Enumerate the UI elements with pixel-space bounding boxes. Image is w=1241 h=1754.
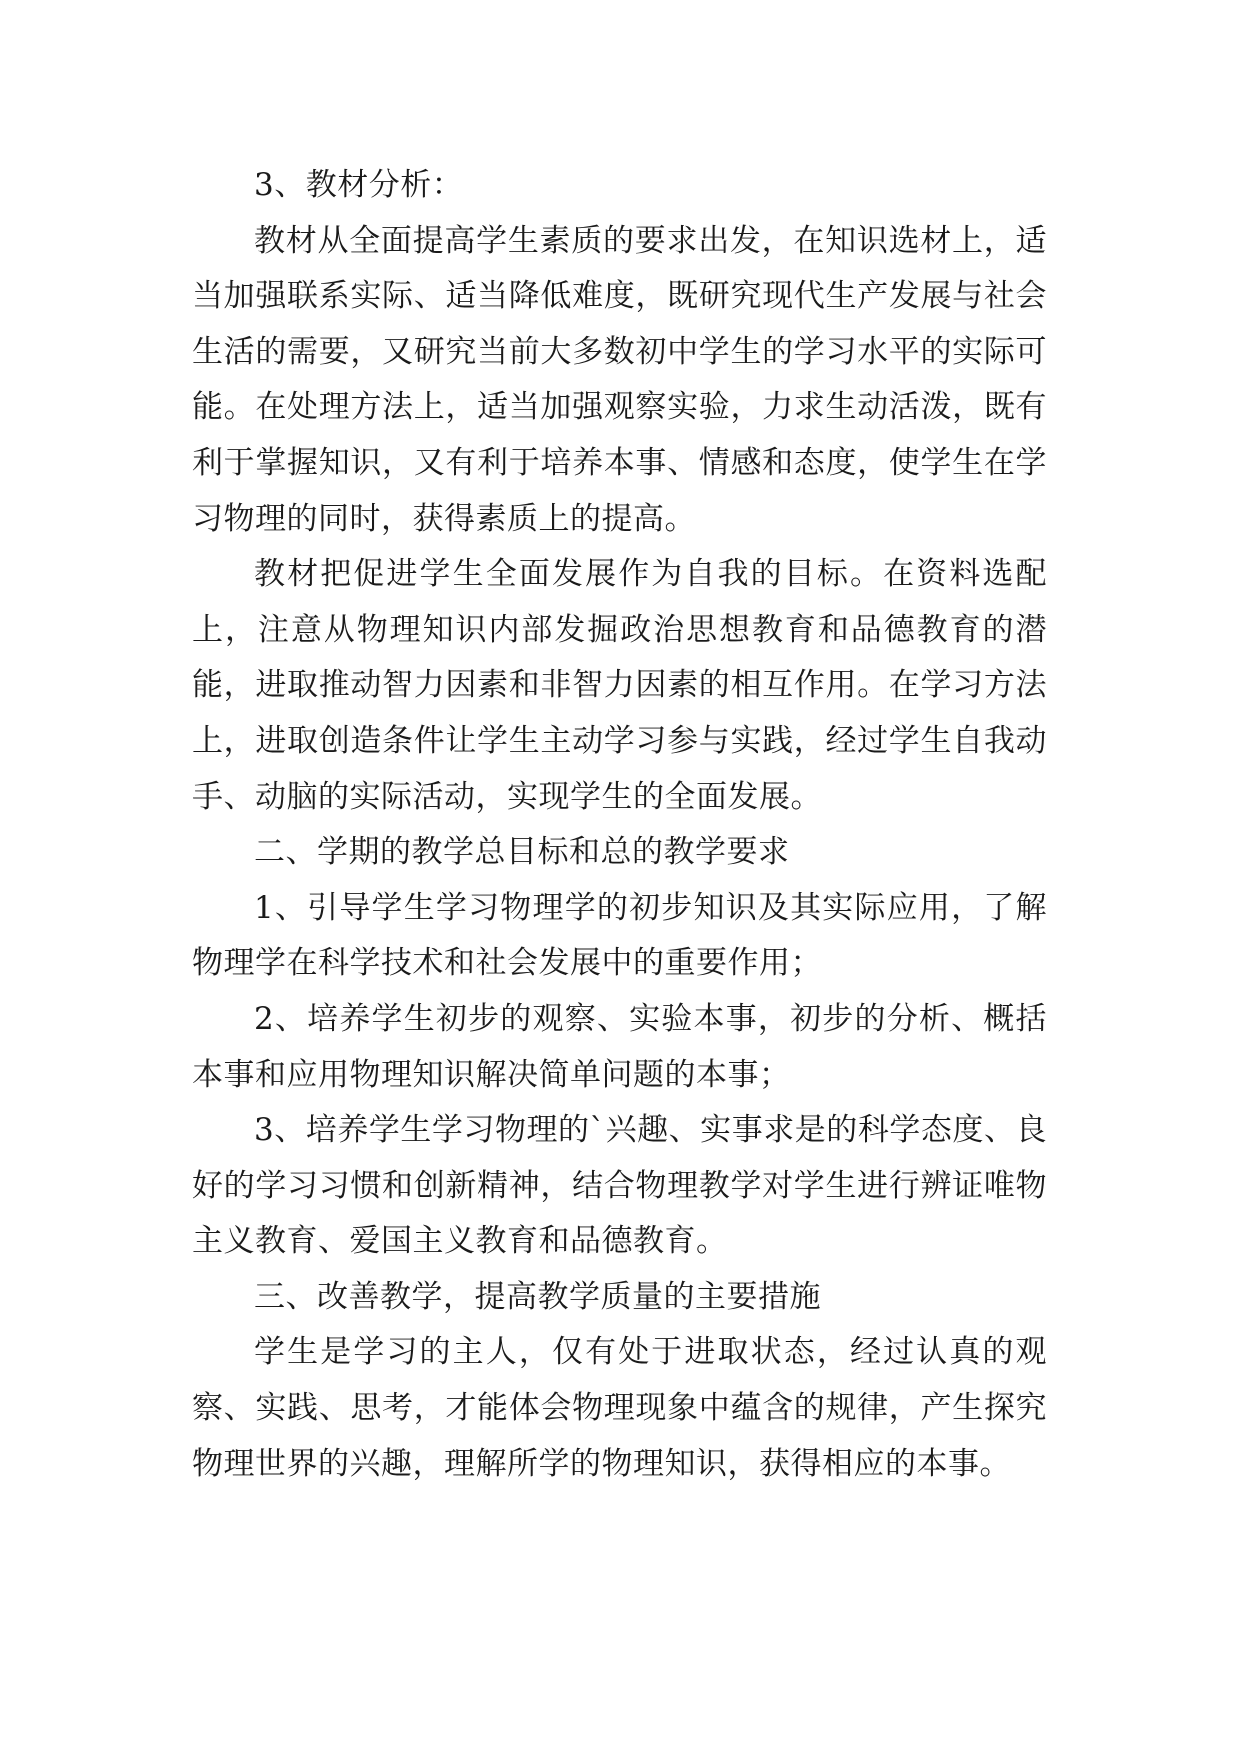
list-item-goal-1: 1、引导学生学习物理学的初步知识及其实际应用，了解物理学在科学技术和社会发展中的重要作用；: [192, 889, 1047, 982]
document-body: [192, 158, 1047, 1492]
section-heading-improvement-measures: 三、改善教学，提高教学质量的主要措施: [254, 1278, 821, 1315]
list-item-goal-3: 3、培养学生学习物理的`兴趣、实事求是的科学态度、良好的学习习惯和创新精神，结合物理教学对学生进行辨证唯物主义教育、爱国主义教育和品德教育。: [192, 1112, 1047, 1260]
list-item-goal-2: 2、培养学生初步的观察、实验本事，初步的分析、概括本事和应用物理知识解决简单问题的本事；: [192, 1000, 1047, 1093]
paragraph-students-role: 学生是学习的主人，仅有处于进取状态，经过认真的观察、实践、思考，才能体会物理现象中蕴含的规律，产生探究物理世界的兴趣，理解所学的物理知识，获得相应的本事。: [192, 1334, 1047, 1482]
paragraph-textbook-goals: 教材把促进学生全面发展作为自我的目标。在资料选配上，注意从物理知识内部发掘政治思想教育和品德教育的潜能，进取推动智力因素和非智力因素的相互作用。在学习方法上，进取创造条件让学生主动学习参与实践，经过学生自我动手、动脑的实际活动，实现学生的全面发展。: [192, 556, 1047, 815]
section-heading-textbook-analysis: 3、教材分析：: [254, 167, 464, 203]
section-heading-semester-goals: 二、学期的教学总目标和总的教学要求: [254, 834, 790, 871]
paragraph-textbook-intro: 教材从全面提高学生素质的要求出发，在知识选材上，适当加强联系实际、适当降低难度，既研究现代生产发展与社会生活的需要，又研究当前大多数初中学生的学习水平的实际可能。在处理方法上，适当加强观察实验，力求生动活泼，既有利于掌握知识，又有利于培养本事、情感和态度，使学生在学习物理的同时，获得素质上的提高。: [192, 222, 1047, 537]
